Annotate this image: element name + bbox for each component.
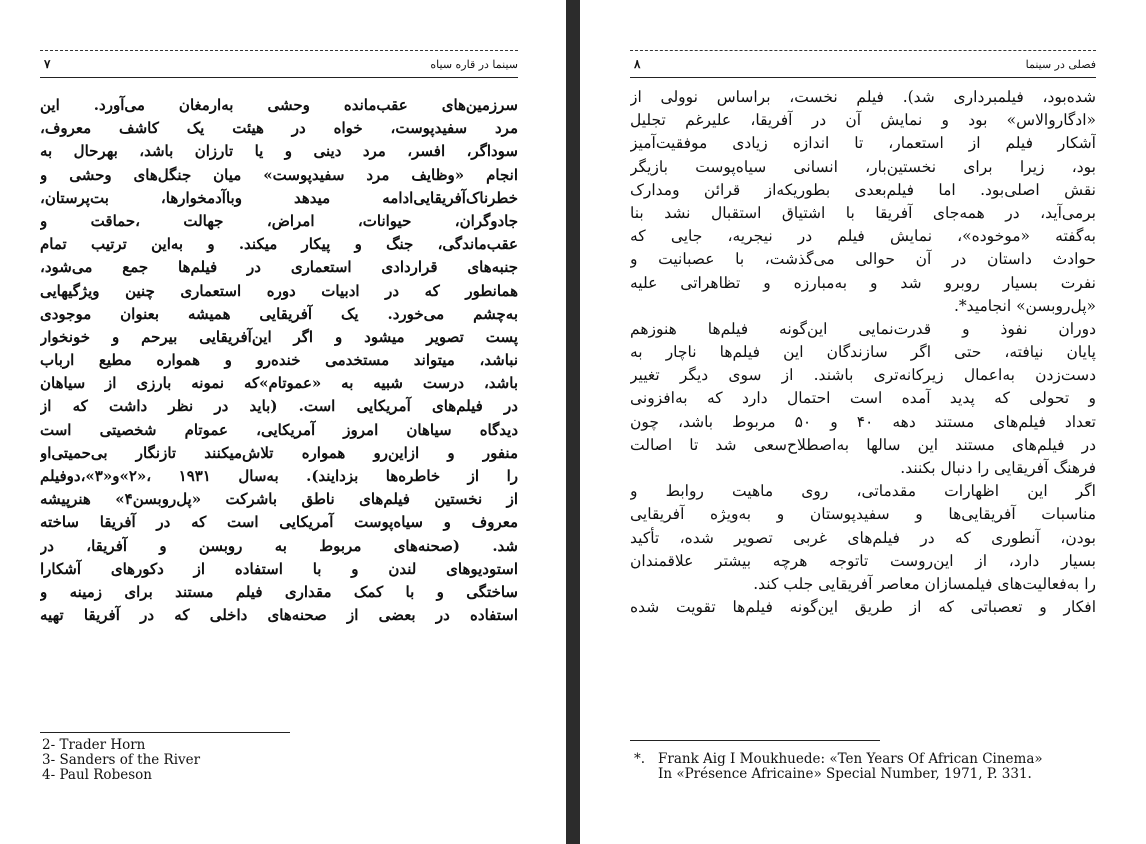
text-line: منفور و ازاین‌رو همواره تلاش‌میکنند تازنگار بی‌حمیتی‌او	[40, 443, 518, 462]
text-line: افکار و تعصباتی که از طریق این‌گونه فیلم‌ها تقویت شده	[630, 598, 1096, 617]
left-page-footnotes	[42, 738, 342, 783]
text-line: انجام «وظایف مرد سفیدپوست» میان جنگل‌های وحشی و	[40, 165, 518, 184]
header-top-rule	[630, 50, 1096, 51]
text-line: پایان نیافته، حتی اگر سازندگان این فیلم‌ها ناچار به	[630, 343, 1096, 362]
text-line: سوداگر، افسر، مرد دینی و یا تارزان باشد، بهرحال به	[40, 142, 518, 161]
header-bottom-rule	[630, 77, 1096, 78]
text-line: حوادث داستان در آن حوالی می‌گذشت، با عصبانیت و	[630, 250, 1096, 269]
right-page-body-text	[630, 86, 1096, 619]
text-line: برمی‌آید، در همه‌جای آفریقا با اشتیاق استقبال نشد بنا	[630, 203, 1096, 222]
text-line: شده‌بود، فیلمبرداری شد). فیلم نخست، براساس نوولی از	[630, 88, 1096, 106]
footnote-text: Frank Aig I Moukhuede: «Ten Years Of African Cinema»	[658, 751, 1043, 767]
text-line: از نخستین فیلم‌های ناطق باشرکت «پل‌روبسن۴» هنرپیشه	[40, 490, 518, 509]
text-line: بسیار دارد، از این‌روست تاتوجه هرچه بیشتر علاقمندان	[630, 551, 1096, 570]
text-line: عقب‌ماندگی، جنگ و پیکار میکند. و به‌این ترتیب تمام	[40, 235, 518, 254]
text-line: خطرناک‌آفریقایی‌ادامه میدهد وباآدمخوارها، بت‌پرستان،	[40, 188, 518, 207]
footnote: 2- Trader Horn	[42, 737, 146, 753]
text-line: آشکار فیلم از استعمار، تا اندازه زیادی موفقیت‌آمیز	[630, 134, 1096, 153]
text-line: «ادگاروالاس» بود و نمایش آن در آفریقا، علیرغم تجلیل	[630, 111, 1096, 130]
header-top-rule	[40, 50, 518, 51]
running-title: فصلی در سینما	[1025, 58, 1096, 71]
right-page	[580, 0, 1146, 844]
text-line: مناسبات آفریقایی‌ها و سفیدپوستان و به‌ویژه آفریقایی	[630, 505, 1096, 524]
text-line: پست تصویر میشود و اگر این‌آفریقایی بیرحم و خونخوار	[40, 327, 518, 346]
book-spine-divider	[566, 0, 580, 844]
text-line: ساختگی و با کمک مقداری فیلم مستند برای زمینه و	[40, 582, 518, 601]
text-line: نقش اصلی‌بود. اما فیلم‌بعدی بطوریکه‌از قرائن ومدارک	[630, 180, 1096, 199]
text-line: در فیلم‌های آمریکایی است. (باید در نظر داشت که از	[40, 397, 518, 416]
text-line: تعداد فیلم‌های مستند دهه ۴۰ و ۵۰ مربوط باشد، چون	[630, 412, 1096, 431]
text-line: نفرت بسیار روبرو شد و به‌مبارزه و تظاهراتی علیه	[630, 273, 1096, 292]
footnote	[634, 752, 1104, 767]
text-line: شد. (صحنه‌های مربوط به روبسن و آفریقا، در	[40, 536, 518, 555]
text-line: دست‌زدن به‌اعمال زیرکانه‌تری باشند. از سوی دیگر تغییر	[630, 366, 1096, 385]
text-line: استودیوهای لندن و با استفاده از دکورهای آشکارا	[40, 559, 518, 578]
text-line: سرزمین‌های عقب‌مانده وحشی به‌ارمغان می‌آورد. این	[40, 96, 518, 114]
text-line: بود، زیرا برای نخستین‌بار، انسانی سیاه‌پوست بازیگر	[630, 157, 1096, 176]
page-number: ۷	[44, 57, 51, 71]
text-line: «پل‌روبسن» انجامید*.	[954, 296, 1096, 315]
footnote: 3- Sanders of the River	[42, 752, 201, 768]
text-line: باشد، درست شبیه به «عموتام»که نمونه بارزی از سیاهان	[40, 374, 518, 393]
left-page	[0, 0, 566, 844]
text-line: دوران نفوذ و قدرت‌نمایی این‌گونه فیلم‌ها هنوزهم	[630, 319, 1096, 338]
text-line: نباشد، میتواند مستخدمی خنده‌رو و همواره مطیع ارباب	[40, 351, 518, 370]
left-page-body-text	[40, 94, 518, 627]
text-line: اگر این اظهارات مقدماتی، روی ماهیت روابط و	[630, 482, 1096, 501]
footnote: 4- Paul Robeson	[42, 767, 152, 783]
footnote-rule	[40, 732, 290, 733]
text-line: در فیلم‌های مستند این سالها به‌اصطلاح‌سعی شد تا اصالت	[630, 435, 1096, 454]
text-line: را از خاطره‌ها بزدایند). به‌سال ۱۹۳۱ ،«۲»و«۳»،دوفیلم	[40, 467, 518, 485]
header-bottom-rule	[40, 77, 518, 78]
right-page-header	[630, 50, 1096, 80]
text-line: جادوگران، حیوانات، امراض، جهالت ،حماقت و	[40, 211, 518, 230]
text-line: به‌گفته «موخوده»، نمایش فیلم در نیجریه، جایی که	[630, 227, 1096, 246]
text-line: همانطور که در ادبیات دوره استعماری چنین ویژگیهایی	[40, 281, 518, 300]
text-line: معروف و سیاه‌پوست آمریکایی است که در آفریقا ساخته	[40, 513, 518, 532]
text-line: بودن، آنطوری که در فیلم‌های غربی تصویر شده، تأکید	[630, 528, 1096, 547]
page-number: ۸	[634, 57, 641, 71]
text-line: استفاده در بعضی از صحنه‌های داخلی که در آفریقا تهیه	[40, 606, 518, 625]
text-line: مرد سفیدپوست، خواه در هیئت یک کاشف معروف،	[40, 119, 518, 138]
text-line: را به‌فعالیت‌های فیلمسازان معاصر آفریقایی جلب کند.	[753, 574, 1096, 593]
text-line: فرهنگ آفریقایی را دنبال بکنند.	[900, 459, 1096, 477]
running-title: سینما در قاره سیاه	[430, 58, 518, 71]
left-page-header	[40, 50, 518, 80]
footnote-marker: *.	[634, 751, 646, 767]
text-line: به‌چشم می‌خورد. یک آفریقایی همیشه بعنوان موجودی	[40, 304, 518, 323]
right-page-footnotes	[634, 752, 1104, 782]
footnote-continuation: In «Présence Africaine» Special Number, 1971, P. 331.	[658, 766, 1032, 782]
text-line: جنبه‌های قراردادی استعماری در فیلم‌ها جمع می‌شود،	[40, 258, 518, 277]
footnote-rule	[630, 740, 880, 741]
text-line: و تحولی که پدید آمده است احتمال دارد که به‌افزونی	[630, 389, 1096, 408]
text-line: دیدگاه سیاهان امروز آمریکایی، عموتام شخصیتی است	[40, 420, 518, 439]
